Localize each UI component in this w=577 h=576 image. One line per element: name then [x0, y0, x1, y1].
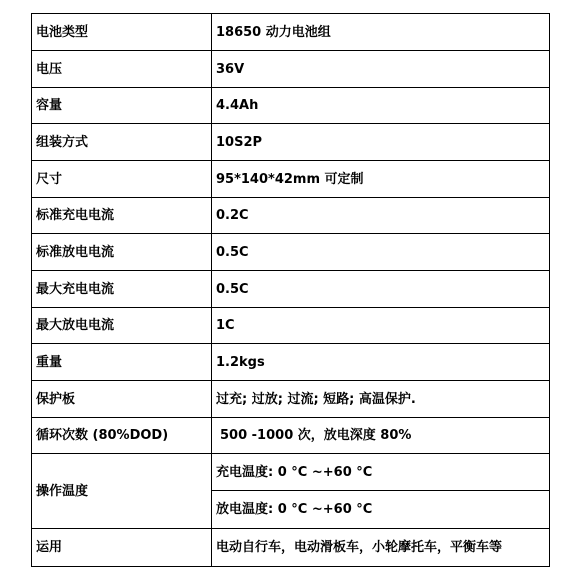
row-label: 最大充电电流	[32, 271, 212, 308]
usage-label: 运用	[32, 529, 212, 567]
table-row	[32, 51, 550, 88]
row-label: 标准充电电流	[32, 198, 212, 234]
row-label: 重量	[32, 344, 212, 381]
row-value: 4.4Ah	[212, 88, 550, 124]
table-row	[32, 454, 550, 491]
row-label: 循环次数 (80%DOD)	[32, 418, 212, 454]
table-row	[32, 88, 550, 124]
usage-value: 电动自行车，电动滑板车，小轮摩托车，平衡车等	[212, 529, 550, 567]
row-value: 过充; 过放; 过流; 短路; 高温保护.	[212, 381, 550, 418]
row-value: 0.2C	[212, 198, 550, 234]
table-row	[32, 418, 550, 454]
table-row	[32, 124, 550, 161]
row-label: 保护板	[32, 381, 212, 418]
table-row	[32, 344, 550, 381]
row-value: 0.5C	[212, 271, 550, 308]
row-label: 最大放电电流	[32, 308, 212, 344]
table-row	[32, 14, 550, 51]
discharge-temperature: 放电温度: 0 °C ~+60 °C	[212, 491, 550, 529]
table-row	[32, 308, 550, 344]
row-value: 10S2P	[212, 124, 550, 161]
row-value: 0.5C	[212, 234, 550, 271]
row-value: 95*140*42mm 可定制	[212, 161, 550, 198]
table-row	[32, 381, 550, 418]
table-row	[32, 271, 550, 308]
table-row	[32, 198, 550, 234]
charge-temperature: 充电温度: 0 °C ~+60 °C	[212, 454, 550, 491]
row-label: 电压	[32, 51, 212, 88]
spec-table	[31, 13, 550, 567]
temperature-label: 操作温度	[32, 454, 212, 529]
row-value: 1C	[212, 308, 550, 344]
table-row	[32, 161, 550, 198]
row-value: 18650 动力电池组	[212, 14, 550, 51]
row-value: 1.2kgs	[212, 344, 550, 381]
row-label: 电池类型	[32, 14, 212, 51]
row-label: 组装方式	[32, 124, 212, 161]
table-row	[32, 529, 550, 567]
row-label: 尺寸	[32, 161, 212, 198]
row-value: 500 -1000 次，放电深度 80%	[212, 418, 550, 454]
row-value: 36V	[212, 51, 550, 88]
table-row	[32, 234, 550, 271]
row-label: 标准放电电流	[32, 234, 212, 271]
row-label: 容量	[32, 88, 212, 124]
